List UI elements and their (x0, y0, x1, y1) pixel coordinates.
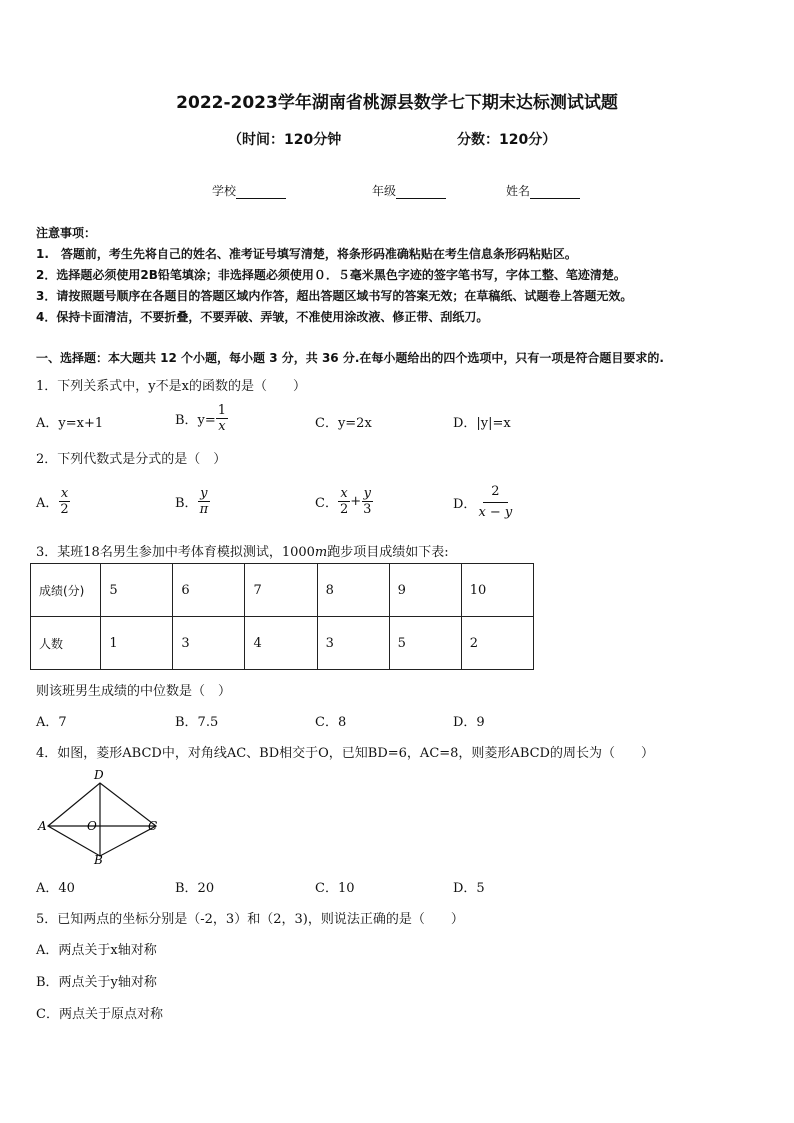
q2-option-c (315, 486, 373, 517)
rhombus-outline (48, 783, 156, 856)
page-title: 2022-2023学年湖南省桃源县数学七下期末达标测试试题 (176, 93, 618, 113)
q1-option-c: C．y=2x (315, 416, 372, 431)
q1-b-prefix: B．y= (175, 413, 216, 428)
label-a: A (38, 819, 47, 833)
q2-b-den: π (199, 502, 209, 517)
school-label: 学校 (212, 184, 237, 198)
q2-c-label: C． (315, 496, 338, 511)
q2-c-den2: 3 (363, 502, 372, 517)
q5-option-c: C．两点关于原点对称 (36, 1007, 163, 1022)
rhombus-figure (36, 766, 166, 866)
table-cell: 7 (245, 564, 317, 617)
section-heading: 一、选择题：本大题共 12 个小题，每小题 3 分，共 36 分.在每小题给出的四个选项中，只有一项是符合题目要求的. (36, 351, 664, 365)
q1-option-b (175, 403, 228, 434)
q2-d-label: D． (453, 497, 477, 512)
q5-option-a: A．两点关于x轴对称 (36, 943, 157, 958)
q4-stem: 4．如图，菱形ABCD中，对角线AC、BD相交于O，已知BD=6，AC=8，则菱形ABCD的周长为（ ） (36, 746, 654, 761)
q2-option-a (36, 486, 71, 517)
name-field (506, 182, 580, 199)
q5-stem: 5．已知两点的坐标分别是（-2，3）和（2，3)，则说法正确的是（ ） (36, 912, 464, 927)
q2-c-fraction-2 (361, 486, 373, 517)
q4-option-d: D．5 (453, 881, 485, 896)
q2-c-fraction-1 (338, 486, 350, 517)
q2-a-label: A． (36, 496, 59, 511)
table-cell: 3 (173, 617, 245, 670)
q2-b-label: B． (175, 496, 198, 511)
name-blank (530, 185, 580, 199)
q1-b-num: 1 (217, 403, 227, 418)
name-label: 姓名 (506, 184, 531, 198)
notice-item: 4．保持卡面清洁，不要折叠，不要弄破、弄皱，不准使用涂改液、修正带、刮纸刀。 (36, 310, 489, 324)
q4-option-a: A．40 (36, 881, 75, 896)
q1-b-den: x (218, 419, 226, 434)
notice-item: 3．请按照题号顺序在各题目的答题区域内作答，超出答题区域书写的答案无效；在草稿纸、试题卷上答题无效。 (36, 289, 633, 303)
table-cell: 4 (245, 617, 317, 670)
q3-stem-b: 跑步项目成绩如下表: (327, 545, 449, 560)
label-o: O (87, 819, 97, 833)
q3-stem (36, 541, 449, 560)
school-field (212, 182, 286, 199)
q2-a-fraction (58, 486, 70, 517)
label-c: C (148, 819, 158, 833)
notice-heading: 注意事项： (36, 226, 97, 240)
q3-stem-a: 3．某班18名男生参加中考体育模拟测试，1000 (36, 545, 315, 560)
score-table (30, 563, 534, 670)
q2-c-plus: + (350, 494, 362, 509)
q2-c-num1: x (340, 486, 348, 501)
table-cell: 2 (461, 617, 533, 670)
grade-field (372, 182, 446, 199)
table-cell: 8 (317, 564, 389, 617)
q2-option-b (175, 486, 210, 517)
table-cell: 9 (389, 564, 461, 617)
q3-stem-m: m (314, 545, 328, 560)
notice-item: 1. 答题前，考生先将自己的姓名、准考证号填写清楚，将条形码准确粘贴在考生信息条形码粘贴区。 (36, 247, 577, 261)
q3-question: 则该班男生成绩的中位数是（ ） (36, 684, 232, 699)
q2-b-fraction (198, 486, 211, 517)
table-cell: 成绩(分) (31, 564, 101, 617)
exam-time: （时间：120分钟 (228, 132, 342, 148)
q1-option-a: A．y=x+1 (36, 416, 104, 431)
label-b: B (94, 853, 103, 866)
table-cell: 6 (173, 564, 245, 617)
table-row (31, 564, 534, 617)
q1-stem: 1．下列关系式中，y不是x的函数的是（ ） (36, 379, 306, 394)
q2-c-num2: y (363, 486, 371, 501)
q2-a-num: x (60, 486, 69, 501)
q2-a-den: 2 (60, 502, 69, 517)
q2-c-den1: 2 (339, 502, 349, 517)
q3-option-b: B．7.5 (175, 715, 219, 730)
grade-blank (396, 185, 446, 199)
exam-score: 分数：120分） (457, 132, 557, 148)
label-d: D (94, 768, 104, 782)
table-cell: 1 (101, 617, 173, 670)
table-cell: 5 (389, 617, 461, 670)
table-row (31, 617, 534, 670)
q1-b-fraction (216, 403, 228, 434)
q2-stem: 2．下列代数式是分式的是（ ） (36, 452, 227, 467)
table-cell: 人数 (31, 617, 101, 670)
table-cell: 5 (101, 564, 173, 617)
q3-option-c: C．8 (315, 715, 347, 730)
q5-option-b: B．两点关于y轴对称 (36, 975, 157, 990)
q4-option-b: B．20 (175, 881, 215, 896)
q3-option-d: D．9 (453, 715, 485, 730)
q2-d-den: x − y (478, 505, 513, 520)
q1-option-d: D．|y|=x (453, 416, 511, 431)
school-blank (236, 185, 286, 199)
q2-option-d (453, 482, 514, 523)
q2-b-num: y (200, 486, 208, 501)
q4-option-c: C．10 (315, 881, 355, 896)
table-cell: 10 (461, 564, 533, 617)
q2-d-fraction (476, 482, 514, 523)
notice-item: 2．选择题必须使用2B铅笔填涂；非选择题必须使用０．５毫米黑色字迹的签字笔书写，字体工整、笔迹清楚。 (36, 268, 626, 282)
q3-option-a: A．7 (36, 715, 67, 730)
table-cell: 3 (317, 617, 389, 670)
q2-d-num: 2 (483, 482, 507, 503)
grade-label: 年级 (372, 184, 397, 198)
